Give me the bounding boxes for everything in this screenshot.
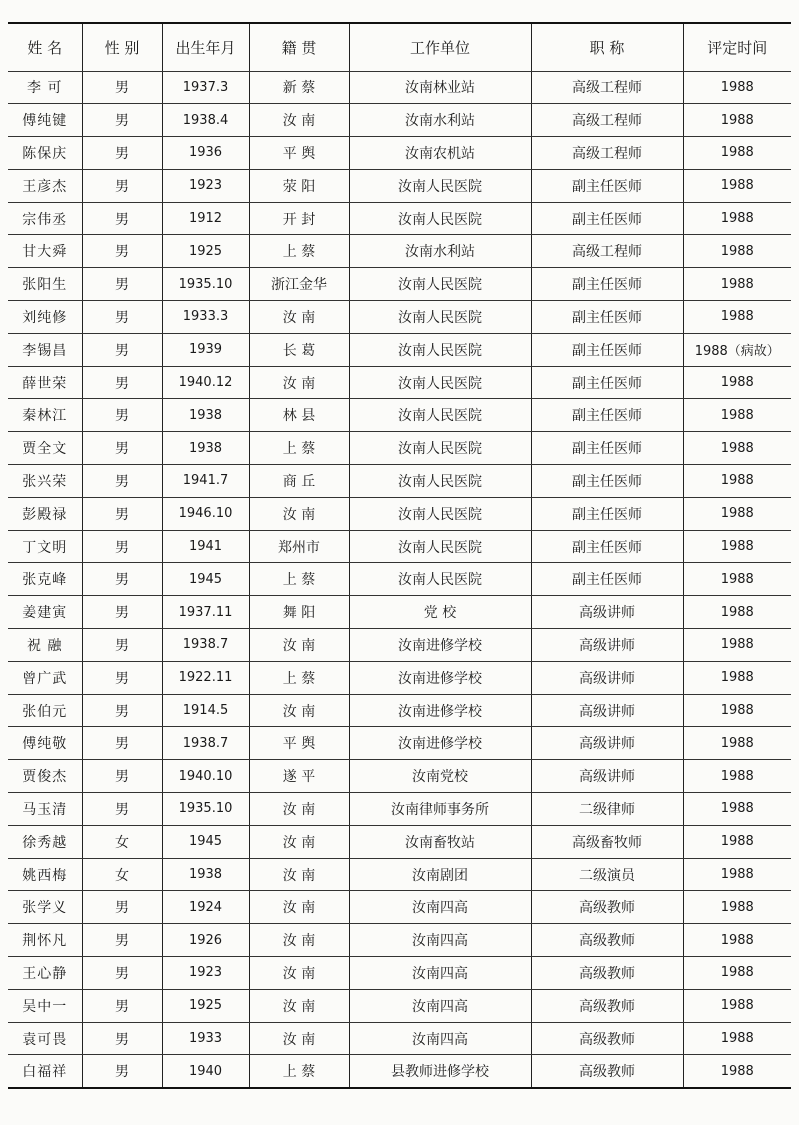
cell-date: 1988（病故） [683,333,791,366]
cell-gender: 男 [82,563,162,596]
cell-birth: 1914.5 [162,694,249,727]
cell-origin: 汝 南 [249,957,349,990]
table-row [8,301,791,334]
table-row [8,202,791,235]
table-row [8,891,791,924]
cell-unit: 汝南林业站 [349,71,531,104]
cell-title: 高级教师 [531,957,683,990]
cell-gender: 男 [82,694,162,727]
cell-gender: 男 [82,399,162,432]
cell-date: 1988 [683,661,791,694]
cell-origin: 汝 南 [249,629,349,662]
cell-unit: 汝南律师事务所 [349,793,531,826]
cell-date: 1988 [683,924,791,957]
cell-birth: 1925 [162,989,249,1022]
cell-origin: 开 封 [249,202,349,235]
cell-unit: 汝南人民医院 [349,268,531,301]
cell-unit: 汝南四高 [349,989,531,1022]
cell-unit: 汝南人民医院 [349,202,531,235]
cell-birth: 1938 [162,858,249,891]
cell-date: 1988 [683,727,791,760]
cell-title: 高级教师 [531,924,683,957]
cell-gender: 男 [82,760,162,793]
table-body [8,71,791,1088]
table-row [8,465,791,498]
cell-origin: 汝 南 [249,366,349,399]
cell-title: 高级教师 [531,989,683,1022]
table-row [8,596,791,629]
cell-date: 1988 [683,530,791,563]
cell-gender: 男 [82,530,162,563]
cell-title: 副主任医师 [531,169,683,202]
cell-title: 副主任医师 [531,399,683,432]
cell-birth: 1922.11 [162,661,249,694]
cell-birth: 1940.12 [162,366,249,399]
table-row [8,497,791,530]
personnel-table [8,22,791,1089]
cell-origin: 郑州市 [249,530,349,563]
cell-gender: 男 [82,366,162,399]
cell-gender: 男 [82,301,162,334]
cell-date: 1988 [683,825,791,858]
cell-date: 1988 [683,1022,791,1055]
cell-name: 张伯元 [8,694,82,727]
cell-name: 贾全文 [8,432,82,465]
cell-date: 1988 [683,563,791,596]
cell-unit: 汝南人民医院 [349,169,531,202]
cell-gender: 男 [82,793,162,826]
cell-gender: 男 [82,333,162,366]
cell-name: 祝 融 [8,629,82,662]
cell-gender: 男 [82,465,162,498]
cell-birth: 1938.4 [162,104,249,137]
cell-name: 秦林江 [8,399,82,432]
table-row [8,169,791,202]
cell-unit: 汝南党校 [349,760,531,793]
cell-name: 姚西梅 [8,858,82,891]
cell-name: 白福祥 [8,1055,82,1088]
cell-origin: 汝 南 [249,1022,349,1055]
cell-name: 张兴荣 [8,465,82,498]
cell-origin: 汝 南 [249,301,349,334]
cell-date: 1988 [683,694,791,727]
cell-date: 1988 [683,202,791,235]
cell-origin: 汝 南 [249,924,349,957]
cell-birth: 1945 [162,825,249,858]
cell-birth: 1933.3 [162,301,249,334]
cell-origin: 汝 南 [249,104,349,137]
cell-origin: 上 蔡 [249,661,349,694]
cell-birth: 1923 [162,169,249,202]
cell-birth: 1935.10 [162,793,249,826]
cell-birth: 1923 [162,957,249,990]
cell-unit: 县教师进修学校 [349,1055,531,1088]
cell-date: 1988 [683,629,791,662]
header-unit: 工作单位 [349,23,531,71]
cell-title: 高级讲师 [531,661,683,694]
cell-origin: 上 蔡 [249,563,349,596]
cell-unit: 汝南人民医院 [349,399,531,432]
header-origin: 籍 贯 [249,23,349,71]
cell-unit: 汝南人民医院 [349,366,531,399]
table-row [8,727,791,760]
cell-gender: 男 [82,661,162,694]
cell-date: 1988 [683,760,791,793]
cell-unit: 汝南人民医院 [349,497,531,530]
header-gender: 性 别 [82,23,162,71]
cell-title: 二级律师 [531,793,683,826]
cell-origin: 汝 南 [249,497,349,530]
cell-unit: 汝南人民医院 [349,465,531,498]
table-row [8,825,791,858]
cell-birth: 1938.7 [162,629,249,662]
cell-title: 副主任医师 [531,432,683,465]
cell-unit: 汝南农机站 [349,137,531,170]
cell-title: 副主任医师 [531,268,683,301]
table-row [8,1022,791,1055]
table-row [8,137,791,170]
cell-birth: 1925 [162,235,249,268]
header-date: 评定时间 [683,23,791,71]
cell-name: 宗伟丞 [8,202,82,235]
cell-date: 1988 [683,235,791,268]
cell-origin: 浙江金华 [249,268,349,301]
table-row [8,71,791,104]
cell-name: 贾俊杰 [8,760,82,793]
cell-title: 高级教师 [531,891,683,924]
cell-birth: 1941.7 [162,465,249,498]
table-row [8,268,791,301]
header-birth: 出生年月 [162,23,249,71]
cell-origin: 汝 南 [249,793,349,826]
cell-name: 彭殿禄 [8,497,82,530]
cell-birth: 1935.10 [162,268,249,301]
cell-title: 高级讲师 [531,727,683,760]
cell-origin: 上 蔡 [249,432,349,465]
header-title: 职 称 [531,23,683,71]
table-row [8,858,791,891]
cell-birth: 1940.10 [162,760,249,793]
cell-date: 1988 [683,858,791,891]
cell-title: 二级演员 [531,858,683,891]
cell-name: 王彦杰 [8,169,82,202]
cell-birth: 1924 [162,891,249,924]
table-row [8,661,791,694]
cell-gender: 男 [82,924,162,957]
cell-title: 副主任医师 [531,301,683,334]
cell-date: 1988 [683,366,791,399]
cell-title: 高级讲师 [531,760,683,793]
cell-gender: 女 [82,825,162,858]
cell-origin: 商 丘 [249,465,349,498]
cell-unit: 汝南四高 [349,891,531,924]
cell-unit: 党 校 [349,596,531,629]
cell-name: 傅纯敬 [8,727,82,760]
cell-title: 高级畜牧师 [531,825,683,858]
table-row [8,760,791,793]
cell-birth: 1912 [162,202,249,235]
cell-date: 1988 [683,169,791,202]
cell-birth: 1938 [162,432,249,465]
cell-gender: 男 [82,137,162,170]
cell-origin: 汝 南 [249,825,349,858]
cell-name: 袁可畏 [8,1022,82,1055]
table-row [8,333,791,366]
cell-unit: 汝南人民医院 [349,432,531,465]
cell-origin: 上 蔡 [249,235,349,268]
cell-unit: 汝南进修学校 [349,694,531,727]
cell-origin: 平 舆 [249,727,349,760]
cell-name: 张学义 [8,891,82,924]
cell-gender: 男 [82,891,162,924]
cell-name: 吴中一 [8,989,82,1022]
cell-name: 李 可 [8,71,82,104]
cell-title: 高级工程师 [531,71,683,104]
cell-birth: 1937.3 [162,71,249,104]
cell-gender: 男 [82,71,162,104]
cell-date: 1988 [683,104,791,137]
table-row [8,989,791,1022]
cell-unit: 汝南进修学校 [349,727,531,760]
cell-birth: 1945 [162,563,249,596]
cell-date: 1988 [683,1055,791,1088]
cell-title: 高级讲师 [531,596,683,629]
cell-gender: 男 [82,727,162,760]
cell-gender: 男 [82,957,162,990]
cell-gender: 女 [82,858,162,891]
cell-origin: 长 葛 [249,333,349,366]
cell-date: 1988 [683,137,791,170]
cell-title: 副主任医师 [531,530,683,563]
cell-title: 高级工程师 [531,104,683,137]
cell-title: 副主任医师 [531,563,683,596]
cell-birth: 1936 [162,137,249,170]
cell-date: 1988 [683,957,791,990]
cell-origin: 舞 阳 [249,596,349,629]
cell-title: 高级教师 [531,1055,683,1088]
cell-unit: 汝南进修学校 [349,629,531,662]
cell-origin: 汝 南 [249,858,349,891]
cell-gender: 男 [82,169,162,202]
cell-origin: 上 蔡 [249,1055,349,1088]
cell-gender: 男 [82,596,162,629]
cell-birth: 1940 [162,1055,249,1088]
cell-unit: 汝南进修学校 [349,661,531,694]
cell-date: 1988 [683,465,791,498]
cell-unit: 汝南人民医院 [349,333,531,366]
header-row [8,23,791,71]
table-row [8,563,791,596]
cell-birth: 1938.7 [162,727,249,760]
cell-unit: 汝南剧团 [349,858,531,891]
cell-name: 刘纯修 [8,301,82,334]
table-row [8,530,791,563]
table-row [8,432,791,465]
cell-unit: 汝南畜牧站 [349,825,531,858]
cell-date: 1988 [683,301,791,334]
cell-name: 张克峰 [8,563,82,596]
cell-birth: 1941 [162,530,249,563]
cell-name: 徐秀越 [8,825,82,858]
cell-name: 陈保庆 [8,137,82,170]
cell-title: 高级工程师 [531,137,683,170]
cell-name: 丁文明 [8,530,82,563]
cell-birth: 1937.11 [162,596,249,629]
cell-title: 副主任医师 [531,333,683,366]
cell-title: 副主任医师 [531,497,683,530]
cell-name: 王心静 [8,957,82,990]
table-row [8,629,791,662]
cell-name: 张阳生 [8,268,82,301]
cell-date: 1988 [683,497,791,530]
cell-origin: 遂 平 [249,760,349,793]
cell-title: 高级工程师 [531,235,683,268]
cell-date: 1988 [683,432,791,465]
cell-gender: 男 [82,1055,162,1088]
cell-gender: 男 [82,104,162,137]
cell-birth: 1926 [162,924,249,957]
cell-origin: 荥 阳 [249,169,349,202]
cell-origin: 林 县 [249,399,349,432]
cell-gender: 男 [82,497,162,530]
table-row [8,924,791,957]
cell-gender: 男 [82,202,162,235]
cell-date: 1988 [683,793,791,826]
cell-name: 傅纯键 [8,104,82,137]
cell-origin: 新 蔡 [249,71,349,104]
cell-title: 副主任医师 [531,366,683,399]
cell-date: 1988 [683,989,791,1022]
cell-unit: 汝南人民医院 [349,563,531,596]
table-row [8,957,791,990]
cell-unit: 汝南四高 [349,924,531,957]
cell-birth: 1938 [162,399,249,432]
cell-date: 1988 [683,891,791,924]
cell-origin: 汝 南 [249,989,349,1022]
table-row [8,235,791,268]
cell-birth: 1946.10 [162,497,249,530]
cell-gender: 男 [82,432,162,465]
table-row [8,694,791,727]
cell-gender: 男 [82,989,162,1022]
cell-unit: 汝南水利站 [349,235,531,268]
cell-unit: 汝南人民医院 [349,301,531,334]
cell-name: 薛世荣 [8,366,82,399]
cell-gender: 男 [82,1022,162,1055]
cell-title: 副主任医师 [531,202,683,235]
cell-birth: 1939 [162,333,249,366]
table-row [8,1055,791,1088]
header-name: 姓 名 [8,23,82,71]
cell-origin: 汝 南 [249,891,349,924]
cell-unit: 汝南水利站 [349,104,531,137]
cell-name: 马玉清 [8,793,82,826]
cell-date: 1988 [683,596,791,629]
cell-name: 姜建寅 [8,596,82,629]
cell-name: 荆怀凡 [8,924,82,957]
cell-gender: 男 [82,268,162,301]
cell-date: 1988 [683,71,791,104]
table-row [8,399,791,432]
cell-unit: 汝南四高 [349,1022,531,1055]
cell-title: 高级讲师 [531,629,683,662]
cell-name: 李锡昌 [8,333,82,366]
cell-name: 曾广武 [8,661,82,694]
cell-unit: 汝南四高 [349,957,531,990]
cell-date: 1988 [683,268,791,301]
cell-name: 甘大舜 [8,235,82,268]
cell-unit: 汝南人民医院 [349,530,531,563]
cell-origin: 平 舆 [249,137,349,170]
cell-origin: 汝 南 [249,694,349,727]
table-row [8,366,791,399]
cell-title: 高级教师 [531,1022,683,1055]
cell-gender: 男 [82,629,162,662]
cell-birth: 1933 [162,1022,249,1055]
table-row [8,104,791,137]
cell-title: 副主任医师 [531,465,683,498]
cell-gender: 男 [82,235,162,268]
cell-date: 1988 [683,399,791,432]
table-row [8,793,791,826]
cell-title: 高级讲师 [531,694,683,727]
